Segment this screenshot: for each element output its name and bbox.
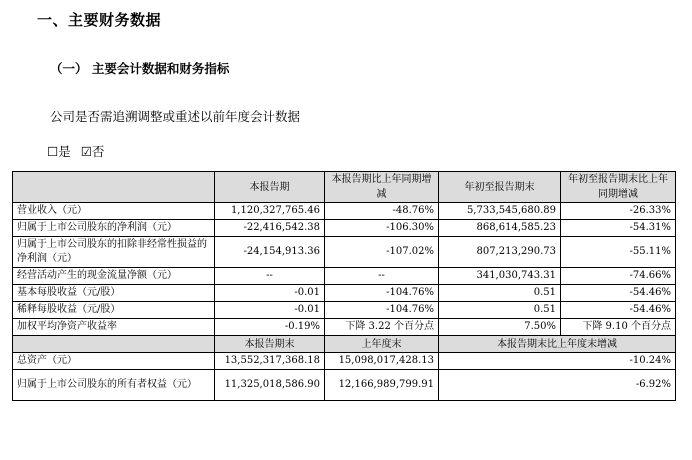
cell-value: 下降 3.22 个百分点 xyxy=(325,319,439,336)
cell-value: -22,416,542.38 xyxy=(215,220,325,237)
cell-value: -0.01 xyxy=(215,285,325,302)
cell-value: 341,030,743.31 xyxy=(439,268,561,285)
header-cell: 本报告期末 xyxy=(215,336,325,353)
header-cell: 年初至报告期末 xyxy=(439,172,561,203)
cell-value: -6.92% xyxy=(439,370,676,401)
cell-value: 868,614,585.23 xyxy=(439,220,561,237)
table-row xyxy=(13,302,676,319)
header-cell: 上年度末 xyxy=(325,336,439,353)
cell-value: -26.33% xyxy=(561,203,676,220)
header-cell xyxy=(13,336,215,353)
cell-value: -54.46% xyxy=(561,285,676,302)
row-label: 归属于上市公司股东的净利润（元） xyxy=(13,220,215,237)
header-cell: 本报告期 xyxy=(215,172,325,203)
cell-value: -- xyxy=(215,268,325,285)
table-header-row xyxy=(13,172,676,203)
cell-value: -104.76% xyxy=(325,302,439,319)
row-label: 归属于上市公司股东的所有者权益（元） xyxy=(13,370,215,401)
cell-value: 12,166,989,799.91 xyxy=(325,370,439,401)
table-row xyxy=(13,268,676,285)
cell-value: 5,733,545,680.89 xyxy=(439,203,561,220)
cell-value: -54.46% xyxy=(561,302,676,319)
row-label: 稀释每股收益（元/股） xyxy=(13,302,215,319)
row-label: 基本每股收益（元/股） xyxy=(13,285,215,302)
table-subheader-row xyxy=(13,336,676,353)
row-label: 总资产（元） xyxy=(13,353,215,370)
cell-value: 0.51 xyxy=(439,285,561,302)
cell-value: 7.50% xyxy=(439,319,561,336)
table-row xyxy=(13,237,676,268)
cell-value: 1,120,327,765.46 xyxy=(215,203,325,220)
financial-data-table xyxy=(12,171,676,401)
row-label: 加权平均净资产收益率 xyxy=(13,319,215,336)
restatement-question: 公司是否需追溯调整或重述以前年度会计数据 xyxy=(50,109,301,124)
table-row xyxy=(13,285,676,302)
table-row xyxy=(13,353,676,370)
table-row xyxy=(13,203,676,220)
cell-value: 15,098,017,428.13 xyxy=(325,353,439,370)
cell-value: 13,552,317,368.18 xyxy=(215,353,325,370)
cell-value: 807,213,290.73 xyxy=(439,237,561,268)
row-label: 经营活动产生的现金流量净额（元） xyxy=(13,268,215,285)
restatement-options xyxy=(47,142,110,160)
header-cell xyxy=(13,172,215,203)
table-row xyxy=(13,370,676,401)
cell-value: 下降 9.10 个百分点 xyxy=(561,319,676,336)
cell-value: -0.19% xyxy=(215,319,325,336)
cell-value: -0.01 xyxy=(215,302,325,319)
option-no-checkbox: ☑否 xyxy=(80,144,105,159)
cell-value: 11,325,018,586.90 xyxy=(215,370,325,401)
table-row xyxy=(13,220,676,237)
cell-value: -54.31% xyxy=(561,220,676,237)
table-row xyxy=(13,319,676,336)
section-heading: 一、主要财务数据 xyxy=(37,11,162,29)
cell-value: -10.24% xyxy=(439,353,676,370)
cell-value: -- xyxy=(325,268,439,285)
cell-value: -106.30% xyxy=(325,220,439,237)
subsection-heading: （一） 主要会计数据和财务指标 xyxy=(50,61,230,76)
cell-value: -24,154,913.36 xyxy=(215,237,325,268)
header-cell: 本报告期比上年同期增减 xyxy=(325,172,439,203)
cell-value: -55.11% xyxy=(561,237,676,268)
row-label: 归属于上市公司股东的扣除非经常性损益的净利润（元） xyxy=(13,237,215,268)
row-label: 营业收入（元） xyxy=(13,203,215,220)
option-yes-checkbox: ☐是 xyxy=(47,144,71,159)
cell-value: -48.76% xyxy=(325,203,439,220)
cell-value: -104.76% xyxy=(325,285,439,302)
header-cell: 年初至报告期末比上年同期增减 xyxy=(561,172,676,203)
header-cell: 本报告期末比上年度末增减 xyxy=(439,336,676,353)
cell-value: 0.51 xyxy=(439,302,561,319)
cell-value: -74.66% xyxy=(561,268,676,285)
cell-value: -107.02% xyxy=(325,237,439,268)
